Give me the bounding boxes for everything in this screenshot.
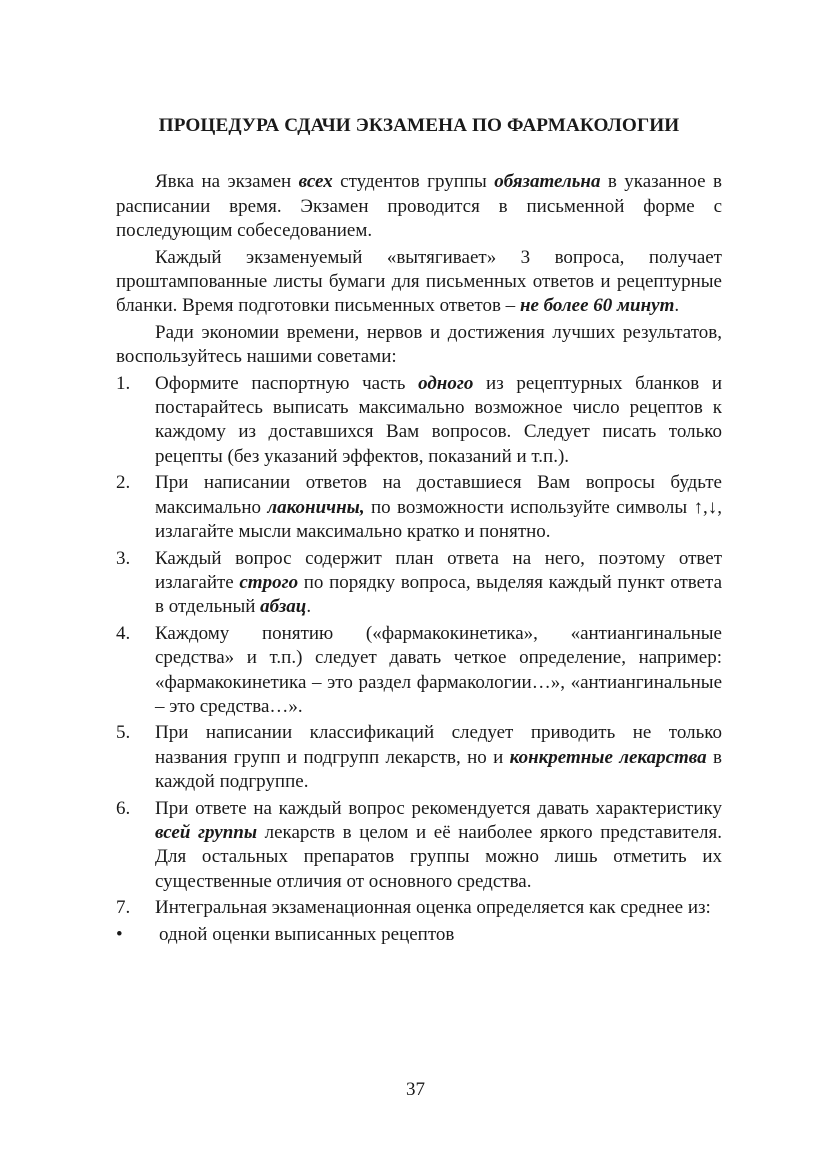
list-item: 1. Оформите паспортную часть одного из рецептурных бланков и постарайтесь выписать максимально возможное число рецептов к каждому из доставшихся Вам вопросов. Следует писать только рецепты (без указаний эффектов, показаний и т.п.). xyxy=(116,372,722,467)
text: студентов группы xyxy=(332,171,495,193)
list-item: 6. При ответе на каждый вопрос рекомендуется давать характеристику всей группы лекарств в целом и её наиболее яркого представителя. Для остальных препаратов группы можно лишь отметить их существенные отличия от основного средства. xyxy=(116,797,722,892)
emphasis: всех xyxy=(298,171,333,193)
page-title: ПРОЦЕДУРА СДАЧИ ЭКЗАМЕНА ПО ФАРМАКОЛОГИИ xyxy=(158,115,680,136)
emphasis: конкретные лекарства xyxy=(509,746,707,768)
text: Явка на экзамен xyxy=(155,171,299,193)
text: Каждый экзаменуемый «вытягивает» 3 вопроса, получает проштампованные листы бумаги для письменных ответов и рецептурные бланки. Время подготовки письменных ответов – xyxy=(116,246,722,317)
emphasis: одного xyxy=(418,372,474,394)
page-number: 37 xyxy=(406,1079,425,1100)
emphasis: обязательна xyxy=(494,171,601,193)
paragraph-advice-intro: Ради экономии времени, нервов и достижения лучших результатов, воспользуйтесь нашими советами: xyxy=(116,321,722,368)
bullet-icon: • xyxy=(116,923,123,945)
text: . xyxy=(674,295,680,317)
item-number: 1. xyxy=(116,372,131,394)
list-item: 7. Интегральная экзаменационная оценка определяется как среднее из: xyxy=(116,896,722,920)
item-number: 2. xyxy=(116,472,131,494)
list-item: 3. Каждый вопрос содержит план ответа на него, поэтому ответ излагайте строго по порядку вопроса, выделяя каждый пункт ответа в отдельный абзац. xyxy=(116,547,723,618)
item-number: 7. xyxy=(116,897,131,919)
emphasis: не более 60 минут xyxy=(519,295,675,317)
bullet-item: • одной оценки выписанных рецептов xyxy=(116,923,722,947)
list-item: 2. При написании ответов на доставшиеся Вам вопросы будьте максимально лаконичны, по возможности используйте символы ↑,↓, излагайте мысли максимально кратко и понятно. xyxy=(116,472,722,543)
emphasis: всей группы xyxy=(155,821,258,843)
advice-list xyxy=(116,372,722,921)
item-number: 4. xyxy=(116,622,131,644)
item-number: 3. xyxy=(116,547,131,569)
emphasis: лаконичны, xyxy=(267,496,365,518)
emphasis: строго xyxy=(239,571,299,593)
item-number: 6. xyxy=(116,797,131,819)
page-content xyxy=(116,114,722,947)
item-number: 5. xyxy=(116,722,131,744)
paragraph-questions xyxy=(116,246,722,319)
list-item: 5. При написании классификаций следует приводить не только названия групп и подгрупп лекарств, но и конкретные лекарства в каждой подгруппе. xyxy=(116,722,722,793)
list-item: 4. Каждому понятию («фармакокинетика», «антиангинальные средства» и т.п.) следует давать четкое определение, например: «фармакокинетика – это раздел фармакологии…», «антиангинальные – это средства…». xyxy=(116,622,722,717)
emphasis: абзац xyxy=(260,596,307,618)
paragraph-attendance xyxy=(116,170,722,243)
text: в указанное в расписании время. Экзамен проводится в письменной форме с последующим собеседованием. xyxy=(116,171,723,242)
